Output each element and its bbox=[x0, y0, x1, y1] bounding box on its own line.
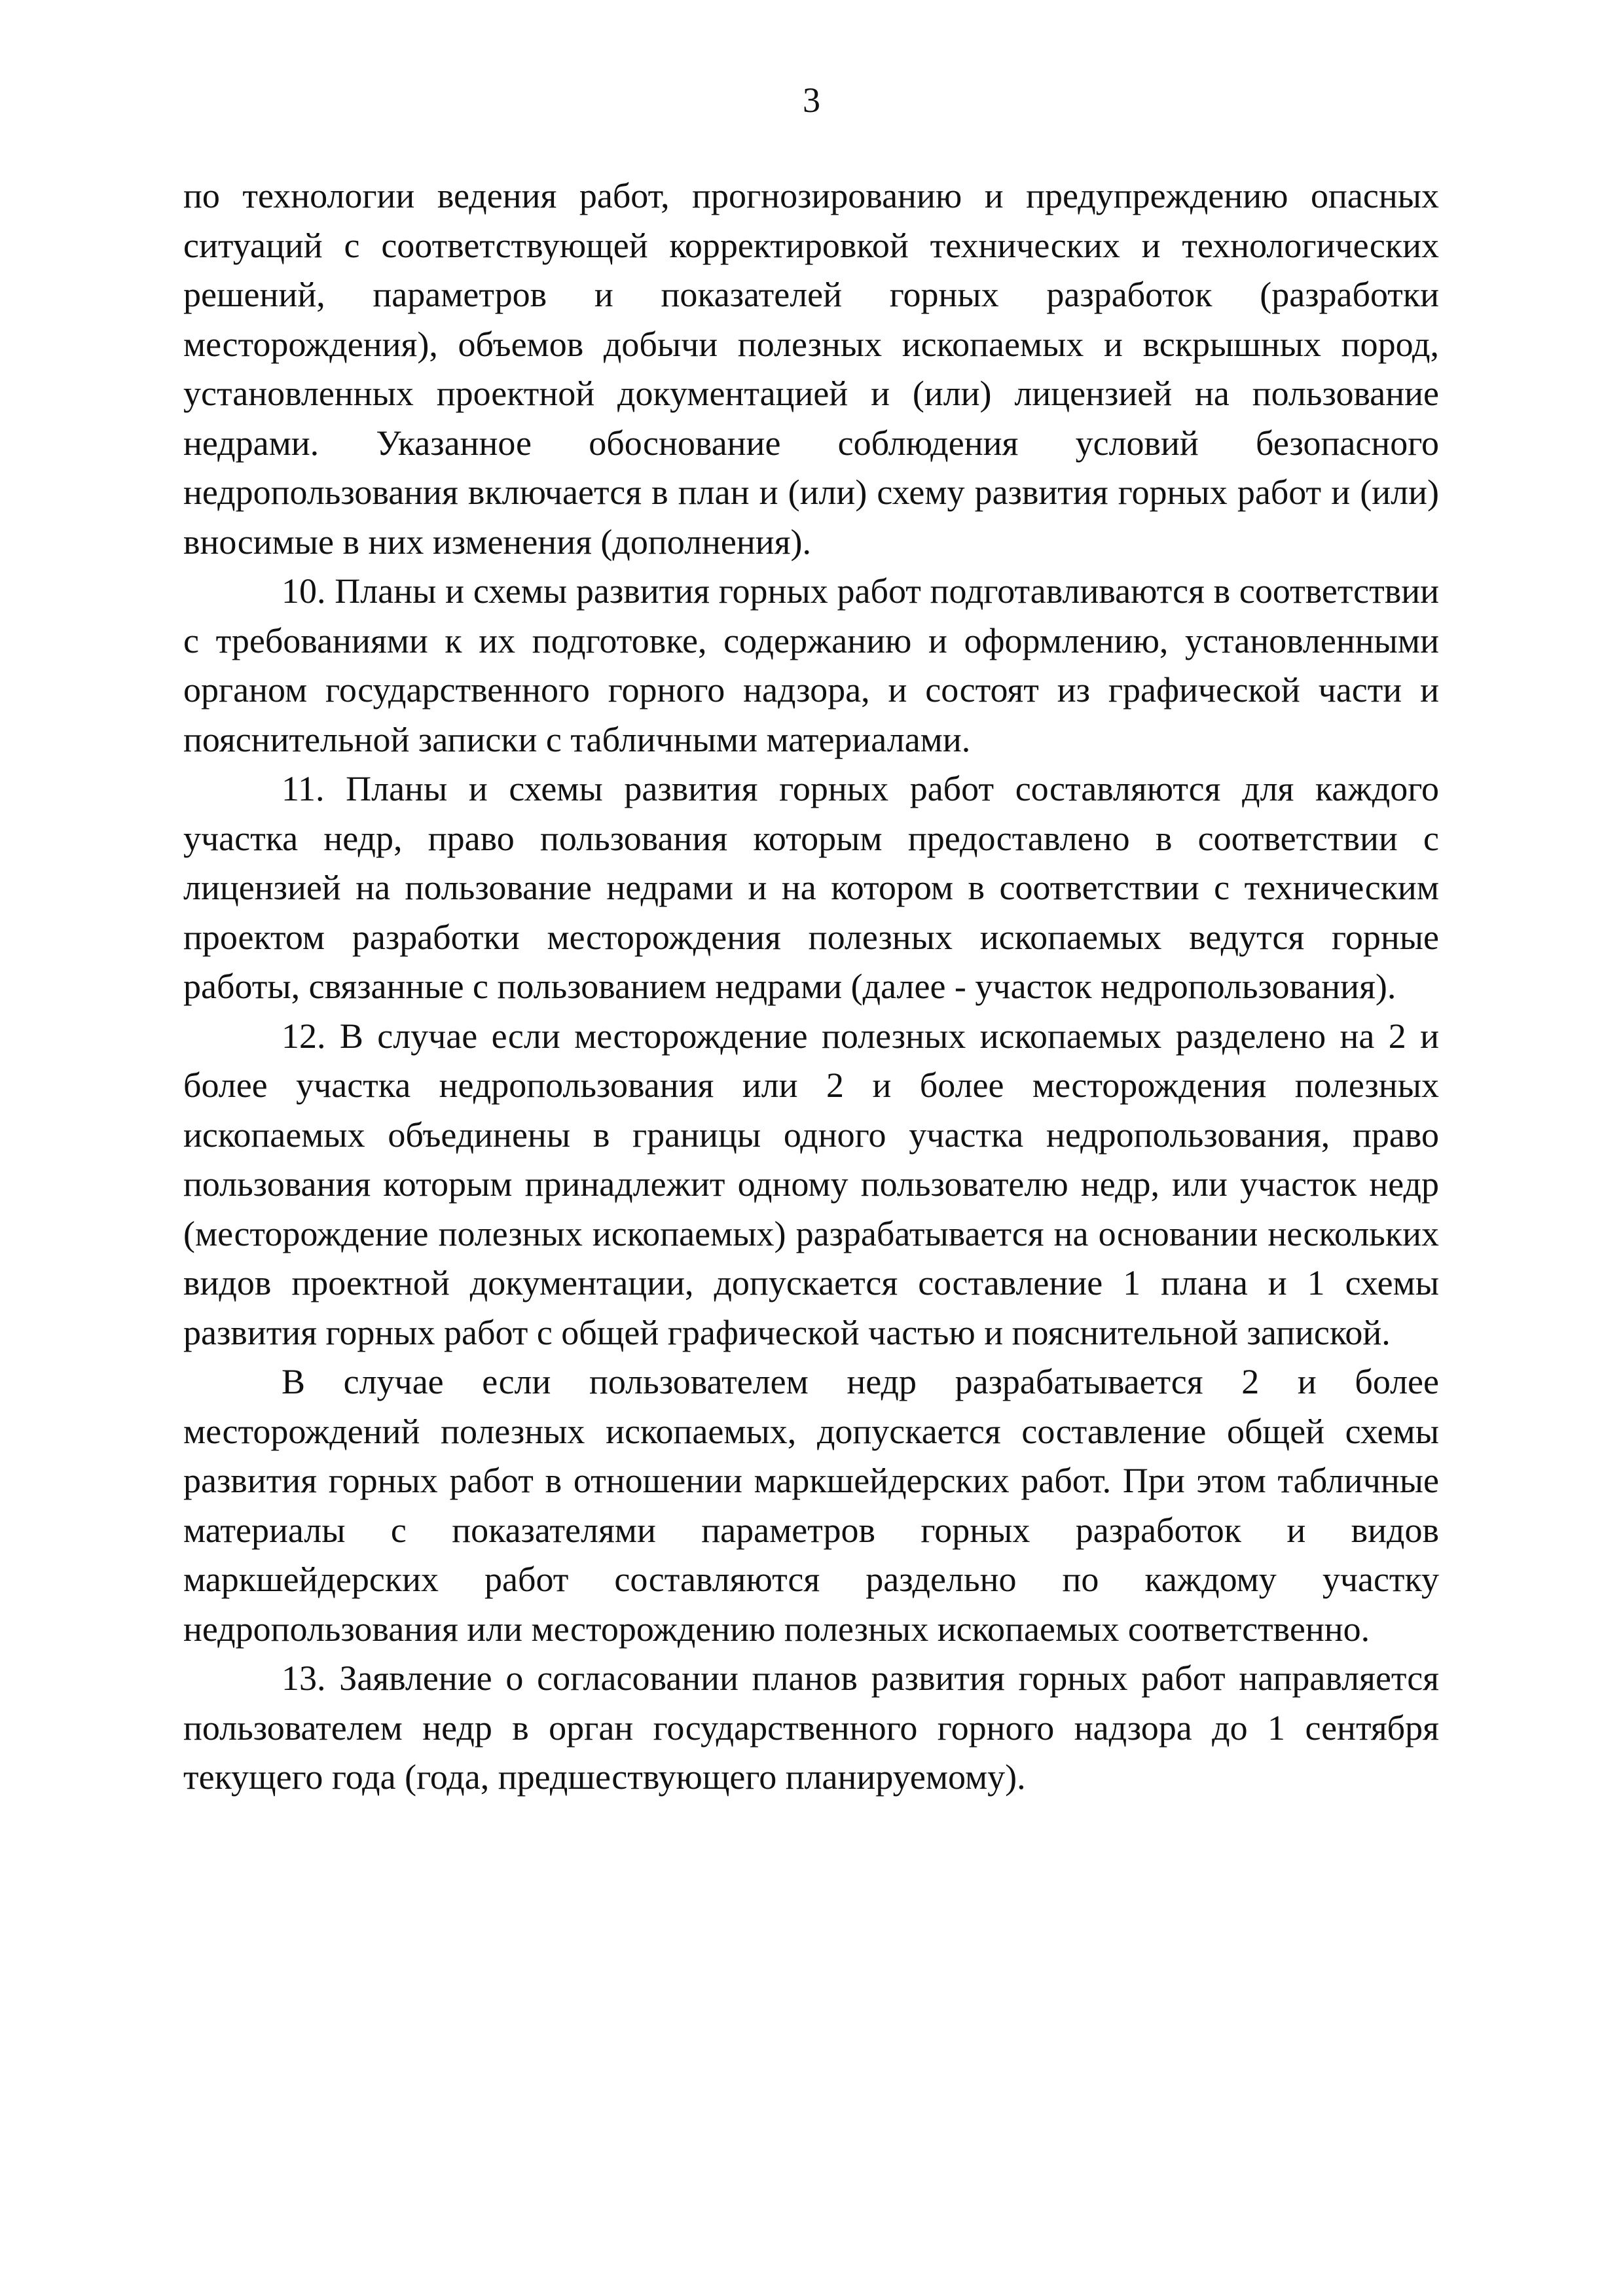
document-body bbox=[183, 171, 1439, 1803]
paragraph-continuation: по технологии ведения работ, прогнозированию и предупреждению опасных ситуаций с соответствующей корректировкой технических и технологических решений, параметров и показателей горных разработок (разработки месторождения), объемов добычи полезных ископаемых и вскрышных пород, установленных проектной документацией и (или) лицензией на пользование недрами. Указанное обоснование соблюдения условий безопасного недропользования включается в план и (или) схему развития горных работ и (или) вносимые в них изменения (дополнения). bbox=[183, 176, 1439, 562]
paragraph-item-11: 11. Планы и схемы развития горных работ составляются для каждого участка недр, право пользования которым предоставлено в соответствии с лицензией на пользование недрами и на котором в соответствии с техническим проектом разработки месторождения полезных ископаемых ведутся горные работы, связанные с пользованием недрами (далее - участок недропользования). bbox=[183, 769, 1439, 1006]
paragraph-item-13: 13. Заявление о согласовании планов развития горных работ направляется пользователем недр в орган государственного горного надзора до 1 сентября текущего года (года, предшествующего планируемому). bbox=[183, 1659, 1439, 1797]
page-number: 3 bbox=[803, 81, 820, 120]
paragraph-item-10: 10. Планы и схемы развития горных работ подготавливаются в соответствии с требованиями к их подготовке, содержанию и оформлению, установленными органом государственного горного надзора, и состоят из графической части и пояснительной записки с табличными материалами. bbox=[183, 571, 1439, 759]
paragraph-item-12-continued: В случае если пользователем недр разрабатывается 2 и более месторождений полезных ископаемых, допускается составление общей схемы развития горных работ в отношении маркшейдерских работ. При этом табличные материалы с показателями параметров горных разработок и видов маркшейдерских работ составляются раздельно по каждому участку недропользования или месторождению полезных ископаемых соответственно. bbox=[183, 1362, 1439, 1649]
paragraph-item-12: 12. В случае если месторождение полезных ископаемых разделено на 2 и более участка недропользования или 2 и более месторождения полезных ископаемых объединены в границы одного участка недропользования, право пользования которым принадлежит одному пользователю недр, или участок недр (месторождение полезных ископаемых) разрабатывается на основании нескольких видов проектной документации, допускается составление 1 плана и 1 схемы развития горных работ с общей графической частью и пояснительной запиской. bbox=[183, 1016, 1439, 1352]
